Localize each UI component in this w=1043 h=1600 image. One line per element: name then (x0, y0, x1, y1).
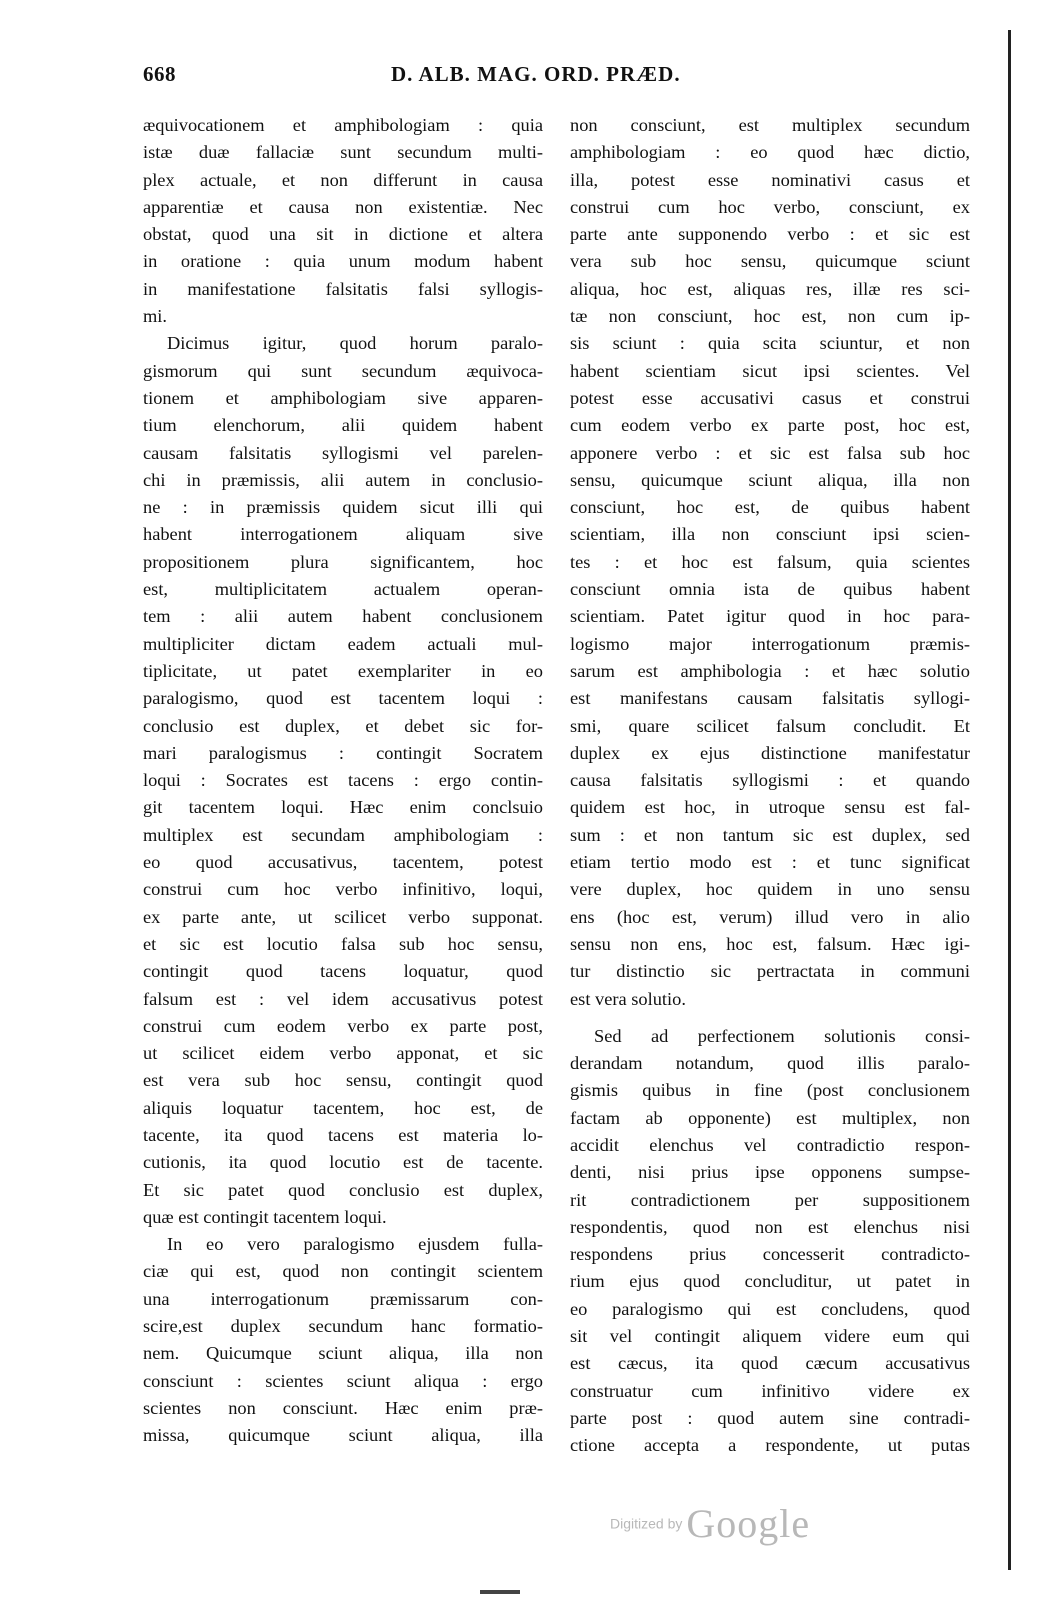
text-line: chi in præmissis, alii autem in conclusio- (143, 469, 543, 490)
paragraph-gap (570, 1013, 970, 1023)
text-line: rium ejus quod concluditur, ut patet in (570, 1271, 970, 1292)
text-line: scire,est duplex secundum hanc formatio- (143, 1316, 543, 1337)
text-line: git tacentem loqui. Hæc enim conclsuio (143, 797, 543, 818)
text-line: scientes non consciunt. Hæc enim præ- (143, 1397, 543, 1418)
text-line: eo paralogismo qui est concludens, quod (570, 1298, 970, 1319)
text-line: una interrogationum præmissarum con- (143, 1288, 543, 1309)
text-line: plex actuale, et non differunt in causa (143, 169, 543, 190)
text-line: scientiam. Patet igitur quod in hoc para- (570, 606, 970, 627)
text-line: respondens prius concesserit contradicto- (570, 1244, 970, 1265)
text-line: est, multiplicitatem actualem operan- (143, 579, 543, 600)
left-text-column (143, 112, 543, 1450)
text-line: construi cum hoc verbo, consciunt, ex (570, 196, 970, 217)
text-line: est manifestans causam falsitatis syllogi- (570, 688, 970, 709)
text-line: construi cum hoc verbo infinitivo, loqui, (143, 879, 543, 900)
text-line: consciunt : scientes sciunt aliqua : ergo (143, 1370, 543, 1391)
text-line: multipliciter dictam eadem actuali mul- (143, 633, 543, 654)
running-head: D. ALB. MAG. ORD. PRÆD. (391, 62, 681, 86)
google-watermark (610, 1500, 810, 1560)
watermark-google: Google (686, 1501, 811, 1546)
text-line: tiplicitate, ut patet exemplariter in eo (143, 660, 543, 681)
text-line: est cæcus, ita quod cæcum accusativus (570, 1353, 970, 1374)
text-line: construatur cum infinitivo videre ex (570, 1380, 970, 1401)
text-line: habent interrogationem aliquam sive (143, 524, 543, 545)
text-line: illa, potest esse nominativi casus et (570, 169, 970, 190)
text-line: consciunt omnia ista de quibus habent (570, 579, 970, 600)
text-line: sum : et non tantum sic est duplex, sed (570, 824, 970, 845)
page-header (143, 62, 713, 96)
text-line: sit vel contingit aliquem videre eum qui (570, 1326, 970, 1347)
text-line: ens (hoc est, verum) illud vero in alio (570, 906, 970, 927)
text-line: loqui : Socrates est tacens : ergo contin- (143, 770, 543, 791)
text-line: aliqua, hoc est, aliquas res, illæ res sci- (570, 278, 970, 299)
text-line: tionem et amphibologiam sive apparen- (143, 387, 543, 408)
text-line: paralogismo, quod est tacentem loqui : (143, 688, 543, 709)
text-line: conclusio est duplex, et debet sic for- (143, 715, 543, 736)
page-number: 668 (143, 62, 176, 86)
text-line: Et sic patet quod conclusio est duplex, (143, 1179, 543, 1200)
text-line: tur distinctio sic pertractata in communi (570, 961, 970, 982)
text-line: et sic est locutio falsa sub hoc sensu, (143, 933, 543, 954)
text-line: scientiam, illa non consciunt ipsi scien- (570, 524, 970, 545)
text-line: Dicimus igitur, quod horum paralo- (167, 333, 543, 354)
text-line: mi. (143, 306, 168, 327)
text-line: missa, quicumque sciunt aliqua, illa (143, 1425, 543, 1446)
text-line: factam ab opponente) est multiplex, non (570, 1107, 970, 1128)
watermark-digitized-by: Digitized by (610, 1515, 683, 1532)
text-line: eo quod accusativus, tacentem, potest (143, 852, 543, 873)
text-line: derandam notandum, quod illis paralo- (570, 1053, 970, 1074)
text-line: In eo vero paralogismo ejusdem fulla- (167, 1234, 543, 1255)
text-line: etiam tertio modo est : et tunc significat (570, 852, 970, 873)
text-line: tes : et hoc est falsum, quia scientes (570, 551, 970, 572)
text-line: ex parte ante, ut scilicet verbo supponat. (143, 906, 543, 927)
text-line: tium elenchorum, alii quidem habent (143, 415, 543, 436)
text-line: logismo major interrogationum præmis- (570, 633, 970, 654)
text-line: in oratione : quia unum modum habent (143, 251, 543, 272)
text-line: æquivocationem et amphibologiam : quia (143, 115, 543, 135)
right-text-column (570, 112, 970, 1460)
text-line: potest esse accusativi casus et construi (570, 387, 970, 408)
text-line: parte ante supponendo verbo : et sic est (570, 224, 970, 245)
page-edge-rule (1008, 30, 1011, 1570)
text-line: habent scientiam sicut ipsi scientes. Vel (570, 360, 970, 381)
text-line: propositionem plura significantem, hoc (143, 551, 543, 572)
text-line: gismis quibus in fine (post conclusionem (570, 1080, 970, 1101)
text-line: rit contradictionem per suppositionem (570, 1189, 970, 1210)
text-line: parte post : quod autem sine contradi- (570, 1407, 970, 1428)
text-line: non consciunt, est multiplex secundum (570, 115, 970, 135)
text-line: ut scilicet eidem verbo apponat, et sic (143, 1043, 543, 1064)
text-line: cutionis, ita quod locutio est de tacente. (143, 1152, 543, 1173)
text-line: tem : alii autem habent conclusionem (143, 606, 543, 627)
text-line: accidit elenchus vel contradictio respon- (570, 1134, 970, 1155)
text-line: obstat, quod una sit in dictione et altera (143, 224, 543, 245)
text-line: causam falsitatis syllogismi vel parelen- (143, 442, 543, 463)
text-line: est vera solutio. (570, 988, 686, 1009)
text-line: sensu, quicumque sciunt aliqua, illa non (570, 469, 970, 490)
text-line: ne : in præmissis quidem sicut illi qui (143, 497, 543, 518)
text-line: tacente, ita quod tacens est materia lo- (143, 1124, 543, 1145)
bottom-edge-mark (480, 1590, 520, 1594)
text-line: smi, quare scilicet falsum concludit. Et (570, 715, 970, 736)
text-line: contingit quod tacens loquatur, quod (143, 961, 543, 982)
text-line: tæ non consciunt, hoc est, non cum ip- (570, 306, 970, 327)
text-line: vera sub hoc sensu, quicumque sciunt (570, 251, 970, 272)
text-line: sensu non ens, hoc est, falsum. Hæc igi- (570, 933, 970, 954)
text-line: amphibologiam : eo quod hæc dictio, (570, 142, 970, 163)
text-line: cum eodem verbo ex parte post, hoc est, (570, 415, 970, 436)
text-line: denti, nisi prius ipse opponens sumpse- (570, 1162, 970, 1183)
text-line: gismorum qui sunt secundum æquivoca- (143, 360, 543, 381)
text-line: in manifestatione falsitatis falsi syllogis- (143, 278, 543, 299)
text-line: sarum est amphibologia : et hæc solutio (570, 660, 970, 681)
text-line: construi cum eodem verbo ex parte post, (143, 1015, 543, 1036)
text-line: Sed ad perfectionem solutionis consi- (594, 1025, 970, 1046)
text-line: sis sciunt : quia scita sciuntur, et non (570, 333, 970, 354)
text-line: vere duplex, hoc quidem in uno sensu (570, 879, 970, 900)
text-line: causa falsitatis syllogismi : et quando (570, 770, 970, 791)
text-line: apponere verbo : et sic est falsa sub hoc (570, 442, 970, 463)
text-line: est vera sub hoc sensu, contingit quod (143, 1070, 543, 1091)
text-line: duplex ex ejus distinctione manifestatur (570, 742, 970, 763)
text-line: apparentiæ et causa non existentiæ. Nec (143, 196, 543, 217)
text-line: ciæ qui est, quod non contingit scientem (143, 1261, 543, 1282)
text-line: respondentis, quod non est elenchus nisi (570, 1216, 970, 1237)
text-line: consciunt, hoc est, de quibus habent (570, 497, 970, 518)
text-line: nem. Quicumque sciunt aliqua, illa non (143, 1343, 543, 1364)
text-line: falsum est : vel idem accusativus potest (143, 988, 543, 1009)
text-line: aliquis loquatur tacentem, hoc est, de (143, 1097, 543, 1118)
text-line: mari paralogismus : contingit Socratem (143, 742, 543, 763)
text-line: quæ est contingit tacentem loqui. (143, 1206, 387, 1227)
text-line: quidem est hoc, in utroque sensu est fal- (570, 797, 970, 818)
text-line: ctione accepta a respondente, ut putas (570, 1435, 970, 1456)
text-line: multiplex est secundam amphibologiam : (143, 824, 543, 845)
text-line: istæ duæ fallaciæ sunt secundum multi- (143, 142, 543, 163)
